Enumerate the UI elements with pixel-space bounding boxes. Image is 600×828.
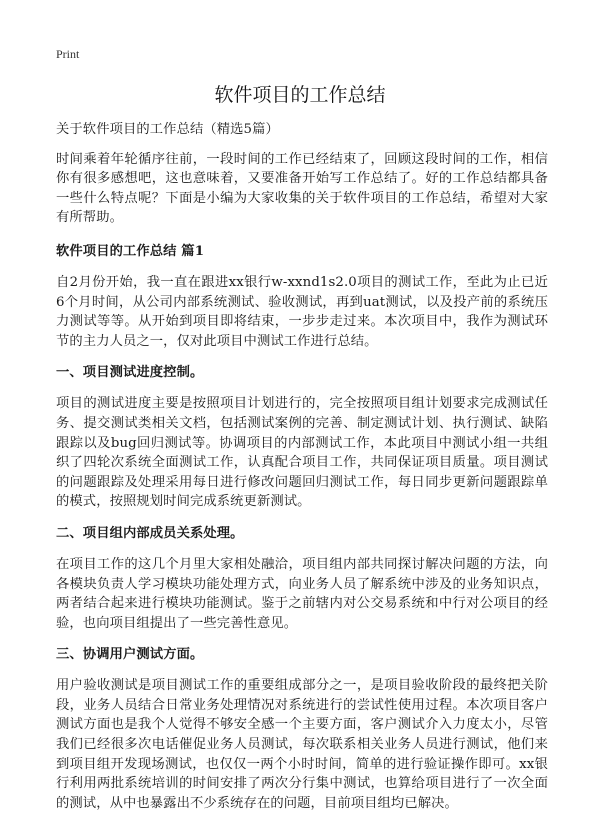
print-link[interactable]: Print bbox=[56, 47, 80, 61]
section-body-2: 在项目工作的这几个月里大家相处融洽，项目组内部共同探讨解决问题的方法，向各模块负责人学习模块功能处理方式，向业务人员了解系统中涉及的业务知识点，两者结合起来进行模块功能测试。鉴于之前辖内对公交易系统和中行对公项目的经验，也向项目组提出了一些完善性意见。 bbox=[56, 556, 548, 631]
section-heading-3: 三、协调用户测试方面。 bbox=[56, 647, 204, 663]
section-heading-1: 一、项目测试进度控制。 bbox=[56, 365, 204, 381]
document-body bbox=[56, 120, 548, 825]
section-body-1: 项目的测试进度主要是按照项目计划进行的，完全按照项目组计划要求完成测试任务、提交测试类相关文档，包括测试案例的完善、制定测试计划、执行测试、缺陷跟踪以及bug回归测试等。协调项目的内部测试工作，本此项目中测试小组一共组织了四轮次系统全面测试工作，认真配合项目工作，共同保证项目质量。项目测试的问题跟踪及处理采用每日进行修改问题回归测试工作，每日同步更新问题跟踪单的模式，按照规划时间完成系统更新测试。 bbox=[56, 396, 548, 510]
section-heading-2: 二、项目组内部成员关系处理。 bbox=[56, 525, 244, 541]
section-body-3: 用户验收测试是项目测试工作的重要组成部分之一，是项目验收阶段的最终把关阶段，业务人员结合日常业务处理情况对系统进行的尝试性使用过程。本次项目客户测试方面也是我个人觉得不够安全感一个主要方面，客户测试介入力度太小，尽管我们已经很多次电话催促业务人员测试，每次联系相关业务人员进行测试，他们来到项目组开发现场测试，也仅仅一两个小时时间，简单的进行验证操作即可。xx银行利用两批系统培训的时间安排了两次分行集中测试，也算给项目进行了一次全面的测试，从中也暴露出不少系统存在的问题，目前项目组均已解决。 bbox=[56, 678, 548, 811]
intro-paragraph: 时间乘着年轮循序往前，一段时间的工作已经结束了，回顾这段时间的工作，相信你有很多感想吧，这也意味着，又要准备开始写工作总结了。好的工作总结都具备一些什么特点呢？下面是小编为大家收集的关于软件项目的工作总结，希望对大家有所帮助。 bbox=[56, 151, 548, 226]
part-heading: 软件项目的工作总结 篇1 bbox=[56, 243, 205, 259]
part-intro-paragraph: 自2月份开始，我一直在跟进xx银行w-xxnd1s2.0项目的测试工作，至此为止已近6个月时间，从公司内部系统测试、验收测试，再到uat测试，以及投产前的系统压力测试等等。从开始到项目即将结束，一步步走过来。本次项目中，我作为测试环节的主力人员之一，仅对此项目中测试工作进行总结。 bbox=[56, 274, 548, 349]
document-subtitle: 关于软件项目的工作总结（精选5篇） bbox=[56, 122, 279, 137]
document-title: 软件项目的工作总结 bbox=[214, 84, 386, 106]
